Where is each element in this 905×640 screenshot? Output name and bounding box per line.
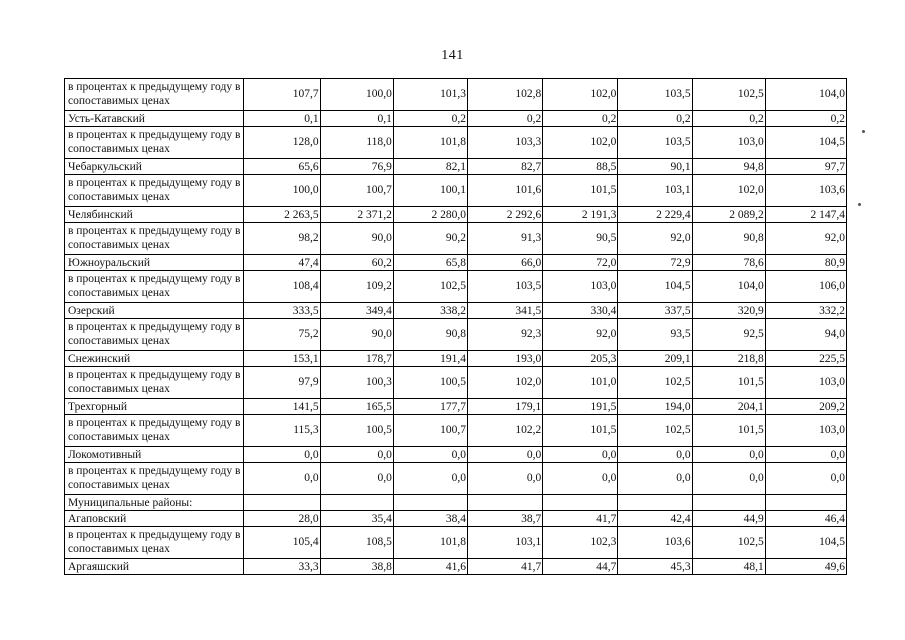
- value-cell: 100,3: [320, 367, 393, 399]
- row-label: в процентах к предыдущему году в сопоставимых ценах: [65, 79, 244, 111]
- value-cell: 44,7: [543, 559, 618, 575]
- value-cell: 107,7: [244, 79, 320, 111]
- value-cell: 2 280,0: [393, 207, 467, 223]
- value-cell: 0,0: [618, 463, 692, 495]
- table-row: [65, 255, 847, 271]
- value-cell: [468, 495, 543, 511]
- value-cell: 320,9: [692, 303, 765, 319]
- value-cell: 35,4: [320, 511, 393, 527]
- table-row: [65, 207, 847, 223]
- value-cell: 128,0: [244, 127, 320, 159]
- value-cell: 90,8: [393, 319, 467, 351]
- value-cell: 92,3: [468, 319, 543, 351]
- value-cell: 101,0: [543, 367, 618, 399]
- value-cell: 66,0: [468, 255, 543, 271]
- value-cell: 103,6: [618, 527, 692, 559]
- value-cell: 209,2: [765, 399, 846, 415]
- row-label: в процентах к предыдущему году в сопоставимых ценах: [65, 271, 244, 303]
- table-row: [65, 319, 847, 351]
- value-cell: 45,3: [618, 559, 692, 575]
- value-cell: 0,2: [618, 111, 692, 127]
- value-cell: 332,2: [765, 303, 846, 319]
- value-cell: 101,8: [393, 527, 467, 559]
- value-cell: 0,0: [765, 447, 846, 463]
- table-row: [65, 399, 847, 415]
- value-cell: 65,6: [244, 159, 320, 175]
- value-cell: 118,0: [320, 127, 393, 159]
- scan-speck: [858, 203, 861, 206]
- value-cell: 0,0: [618, 447, 692, 463]
- value-cell: 46,4: [765, 511, 846, 527]
- value-cell: 0,0: [244, 447, 320, 463]
- value-cell: 0,0: [244, 463, 320, 495]
- value-cell: 0,2: [765, 111, 846, 127]
- value-cell: 104,0: [765, 79, 846, 111]
- value-cell: 101,6: [468, 175, 543, 207]
- value-cell: 193,0: [468, 351, 543, 367]
- value-cell: 60,2: [320, 255, 393, 271]
- value-cell: 102,2: [468, 415, 543, 447]
- row-label: Чебаркульский: [65, 159, 244, 175]
- value-cell: 100,5: [320, 415, 393, 447]
- value-cell: 178,7: [320, 351, 393, 367]
- row-label: в процентах к предыдущему году в сопоставимых ценах: [65, 223, 244, 255]
- value-cell: 2 147,4: [765, 207, 846, 223]
- value-cell: 0,0: [692, 447, 765, 463]
- value-cell: 101,5: [692, 367, 765, 399]
- value-cell: 333,5: [244, 303, 320, 319]
- value-cell: 0,0: [543, 463, 618, 495]
- table-row: [65, 111, 847, 127]
- value-cell: 94,8: [692, 159, 765, 175]
- value-cell: 106,0: [765, 271, 846, 303]
- value-cell: 0,2: [393, 111, 467, 127]
- value-cell: 102,0: [543, 79, 618, 111]
- table-row: [65, 223, 847, 255]
- statistics-table: [64, 78, 847, 575]
- value-cell: 102,5: [618, 415, 692, 447]
- value-cell: 177,7: [393, 399, 467, 415]
- value-cell: 41,7: [543, 511, 618, 527]
- value-cell: 91,3: [468, 223, 543, 255]
- value-cell: 103,6: [765, 175, 846, 207]
- row-label: в процентах к предыдущему году в сопоставимых ценах: [65, 127, 244, 159]
- value-cell: 104,0: [692, 271, 765, 303]
- value-cell: 92,5: [692, 319, 765, 351]
- value-cell: 103,0: [765, 415, 846, 447]
- value-cell: 93,5: [618, 319, 692, 351]
- value-cell: 90,1: [618, 159, 692, 175]
- value-cell: 75,2: [244, 319, 320, 351]
- value-cell: 38,8: [320, 559, 393, 575]
- value-cell: 141,5: [244, 399, 320, 415]
- scan-speck: [862, 130, 865, 133]
- value-cell: 349,4: [320, 303, 393, 319]
- value-cell: 108,5: [320, 527, 393, 559]
- value-cell: 82,7: [468, 159, 543, 175]
- value-cell: 76,9: [320, 159, 393, 175]
- table-row: [65, 447, 847, 463]
- value-cell: 191,4: [393, 351, 467, 367]
- value-cell: 90,8: [692, 223, 765, 255]
- value-cell: 49,6: [765, 559, 846, 575]
- value-cell: 103,1: [618, 175, 692, 207]
- table-row: [65, 527, 847, 559]
- value-cell: 2 191,3: [543, 207, 618, 223]
- value-cell: 0,0: [393, 463, 467, 495]
- row-label: в процентах к предыдущему году в сопоставимых ценах: [65, 527, 244, 559]
- row-label: Южноуральский: [65, 255, 244, 271]
- value-cell: [765, 495, 846, 511]
- value-cell: 103,5: [468, 271, 543, 303]
- value-cell: 102,0: [543, 127, 618, 159]
- table-row: [65, 367, 847, 399]
- value-cell: 72,0: [543, 255, 618, 271]
- value-cell: 100,1: [393, 175, 467, 207]
- table-row: [65, 159, 847, 175]
- value-cell: 41,7: [468, 559, 543, 575]
- value-cell: 105,4: [244, 527, 320, 559]
- value-cell: 0,0: [543, 447, 618, 463]
- value-cell: 205,3: [543, 351, 618, 367]
- value-cell: 104,5: [765, 127, 846, 159]
- value-cell: 90,5: [543, 223, 618, 255]
- value-cell: 92,0: [543, 319, 618, 351]
- value-cell: 103,5: [618, 127, 692, 159]
- row-label: Локомотивный: [65, 447, 244, 463]
- value-cell: [393, 495, 467, 511]
- value-cell: 103,0: [692, 127, 765, 159]
- value-cell: 109,2: [320, 271, 393, 303]
- row-label: Агаповский: [65, 511, 244, 527]
- row-label: Трехгорный: [65, 399, 244, 415]
- table-row: [65, 415, 847, 447]
- value-cell: 38,7: [468, 511, 543, 527]
- value-cell: 337,5: [618, 303, 692, 319]
- value-cell: 42,4: [618, 511, 692, 527]
- value-cell: 100,0: [320, 79, 393, 111]
- value-cell: 103,5: [618, 79, 692, 111]
- value-cell: 0,2: [543, 111, 618, 127]
- value-cell: 0,0: [692, 463, 765, 495]
- value-cell: 97,9: [244, 367, 320, 399]
- value-cell: 101,3: [393, 79, 467, 111]
- value-cell: 0,0: [468, 463, 543, 495]
- value-cell: 82,1: [393, 159, 467, 175]
- value-cell: 92,0: [765, 223, 846, 255]
- value-cell: [618, 495, 692, 511]
- value-cell: 102,8: [468, 79, 543, 111]
- value-cell: 103,0: [543, 271, 618, 303]
- value-cell: 153,1: [244, 351, 320, 367]
- value-cell: 102,0: [468, 367, 543, 399]
- value-cell: 0,0: [765, 463, 846, 495]
- value-cell: 44,9: [692, 511, 765, 527]
- value-cell: 80,9: [765, 255, 846, 271]
- table-row: [65, 175, 847, 207]
- value-cell: 101,8: [393, 127, 467, 159]
- value-cell: 90,2: [393, 223, 467, 255]
- value-cell: 102,3: [543, 527, 618, 559]
- value-cell: 90,0: [320, 223, 393, 255]
- table-row: [65, 271, 847, 303]
- value-cell: [244, 495, 320, 511]
- value-cell: 98,2: [244, 223, 320, 255]
- value-cell: 48,1: [692, 559, 765, 575]
- value-cell: 0,1: [320, 111, 393, 127]
- table-row: [65, 511, 847, 527]
- value-cell: 103,1: [468, 527, 543, 559]
- value-cell: 0,0: [393, 447, 467, 463]
- value-cell: 0,0: [320, 447, 393, 463]
- value-cell: 204,1: [692, 399, 765, 415]
- row-label: в процентах к предыдущему году в сопоставимых ценах: [65, 463, 244, 495]
- value-cell: 100,5: [393, 367, 467, 399]
- value-cell: 92,0: [618, 223, 692, 255]
- value-cell: 104,5: [765, 527, 846, 559]
- value-cell: 194,0: [618, 399, 692, 415]
- row-label: Челябинский: [65, 207, 244, 223]
- value-cell: 100,0: [244, 175, 320, 207]
- row-label: Муниципальные районы:: [65, 495, 244, 511]
- value-cell: 2 371,2: [320, 207, 393, 223]
- value-cell: [543, 495, 618, 511]
- row-label: Озерский: [65, 303, 244, 319]
- value-cell: 191,5: [543, 399, 618, 415]
- table-row: [65, 463, 847, 495]
- value-cell: 101,5: [543, 175, 618, 207]
- value-cell: 88,5: [543, 159, 618, 175]
- value-cell: 165,5: [320, 399, 393, 415]
- value-cell: 102,5: [692, 79, 765, 111]
- value-cell: [692, 495, 765, 511]
- value-cell: 100,7: [393, 415, 467, 447]
- value-cell: 47,4: [244, 255, 320, 271]
- table-row: [65, 79, 847, 111]
- value-cell: 341,5: [468, 303, 543, 319]
- value-cell: [320, 495, 393, 511]
- value-cell: 2 292,6: [468, 207, 543, 223]
- value-cell: 78,6: [692, 255, 765, 271]
- value-cell: 2 263,5: [244, 207, 320, 223]
- table-row: [65, 495, 847, 511]
- value-cell: 28,0: [244, 511, 320, 527]
- value-cell: 100,7: [320, 175, 393, 207]
- row-label: в процентах к предыдущему году в сопоставимых ценах: [65, 415, 244, 447]
- row-label: Аргаяшский: [65, 559, 244, 575]
- value-cell: 108,4: [244, 271, 320, 303]
- value-cell: 38,4: [393, 511, 467, 527]
- table-row: [65, 351, 847, 367]
- value-cell: 0,1: [244, 111, 320, 127]
- value-cell: 102,5: [393, 271, 467, 303]
- value-cell: 338,2: [393, 303, 467, 319]
- table-row: [65, 303, 847, 319]
- value-cell: 0,0: [468, 447, 543, 463]
- value-cell: 90,0: [320, 319, 393, 351]
- row-label: Снежинский: [65, 351, 244, 367]
- row-label: Усть-Катавский: [65, 111, 244, 127]
- value-cell: 0,0: [320, 463, 393, 495]
- value-cell: 179,1: [468, 399, 543, 415]
- value-cell: 102,5: [618, 367, 692, 399]
- value-cell: 65,8: [393, 255, 467, 271]
- value-cell: 2 089,2: [692, 207, 765, 223]
- value-cell: 41,6: [393, 559, 467, 575]
- value-cell: 103,3: [468, 127, 543, 159]
- row-label: в процентах к предыдущему году в сопоставимых ценах: [65, 175, 244, 207]
- value-cell: 97,7: [765, 159, 846, 175]
- value-cell: 101,5: [692, 415, 765, 447]
- value-cell: 115,3: [244, 415, 320, 447]
- row-label: в процентах к предыдущему году в сопоставимых ценах: [65, 367, 244, 399]
- value-cell: 104,5: [618, 271, 692, 303]
- value-cell: 33,3: [244, 559, 320, 575]
- value-cell: 0,2: [468, 111, 543, 127]
- value-cell: 330,4: [543, 303, 618, 319]
- value-cell: 102,0: [692, 175, 765, 207]
- table-row: [65, 559, 847, 575]
- value-cell: 2 229,4: [618, 207, 692, 223]
- value-cell: 218,8: [692, 351, 765, 367]
- table-row: [65, 127, 847, 159]
- row-label: в процентах к предыдущему году в сопоставимых ценах: [65, 319, 244, 351]
- value-cell: 72,9: [618, 255, 692, 271]
- value-cell: 94,0: [765, 319, 846, 351]
- value-cell: 225,5: [765, 351, 846, 367]
- page-number: 141: [441, 48, 464, 63]
- value-cell: 101,5: [543, 415, 618, 447]
- value-cell: 209,1: [618, 351, 692, 367]
- value-cell: 0,2: [692, 111, 765, 127]
- value-cell: 102,5: [692, 527, 765, 559]
- value-cell: 103,0: [765, 367, 846, 399]
